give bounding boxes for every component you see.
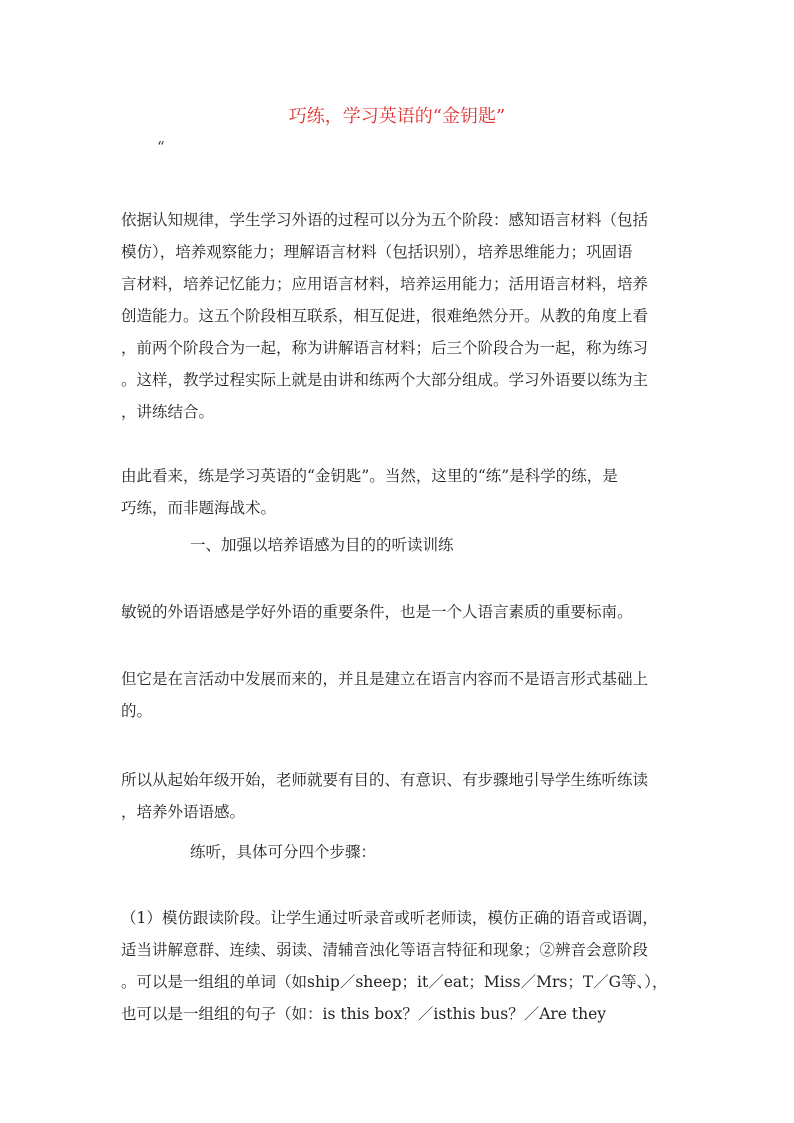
paragraph-golden-key: 由此看来，练是学习英语的“金钥匙”。当然，这里的“练”是科学的练，是 巧练，而非题海战术。 xyxy=(121,467,618,517)
paragraph-learning-stages: 依据认知规律，学生学习外语的过程可以分为五个阶段：感知语言材料（包括 模仿），培养观察能力；理解语言材料（包括识别），培养思维能力；巩固语 言材料，培养记忆能力；应用语言材料，培养运用能力；活用语言材料，培养 创造能力。这五个阶段相互联系，相互促进，很难绝然分开。从教的角度上看 ，前两个阶段合为一起，称为讲解语言材料；后三个阶段合为一起，称为练习 。这样，教学过程实际上就是由讲和练两个大部分组成。学习外语要以练为主 ，讲练结合。 xyxy=(121,211,649,421)
document-title: 巧练，学习英语的“金钥匙” xyxy=(288,106,506,127)
stray-quote-mark: “ xyxy=(157,138,165,156)
paragraph-imitation-stage: （1）模仿跟读阶段。让学生通过听录音或听老师读，模仿正确的语音或语调， 适当讲解意群、连续、弱读、清辅音浊化等语言特征和现象；②辨音会意阶段 。可以是一组组的单词（如ship／sheep；it／eat；Miss／Mrs；T／G等、）， 也可以是一组组的句子（如：is this box？／isthis bus？／Are they xyxy=(121,909,668,1023)
paragraph-start-grade: 所以从起始年级开始，老师就要有目的、有意识、有步骤地引导学生练听练读 ，培养外语语感。 xyxy=(121,771,649,821)
paragraph-language-activity: 但它是在言活动中发展而来的，并且是建立在语言内容而不是语言形式基础上 的。 xyxy=(121,670,649,720)
subheading-listening-steps: 练听，具体可分四个步骤： xyxy=(190,843,377,861)
section-heading-1: 一、加强以培养语感为目的的听读训练 xyxy=(190,536,454,554)
paragraph-language-sense: 敏锐的外语语感是学好外语的重要条件，也是一个人语言素质的重要标南。 xyxy=(121,603,633,621)
